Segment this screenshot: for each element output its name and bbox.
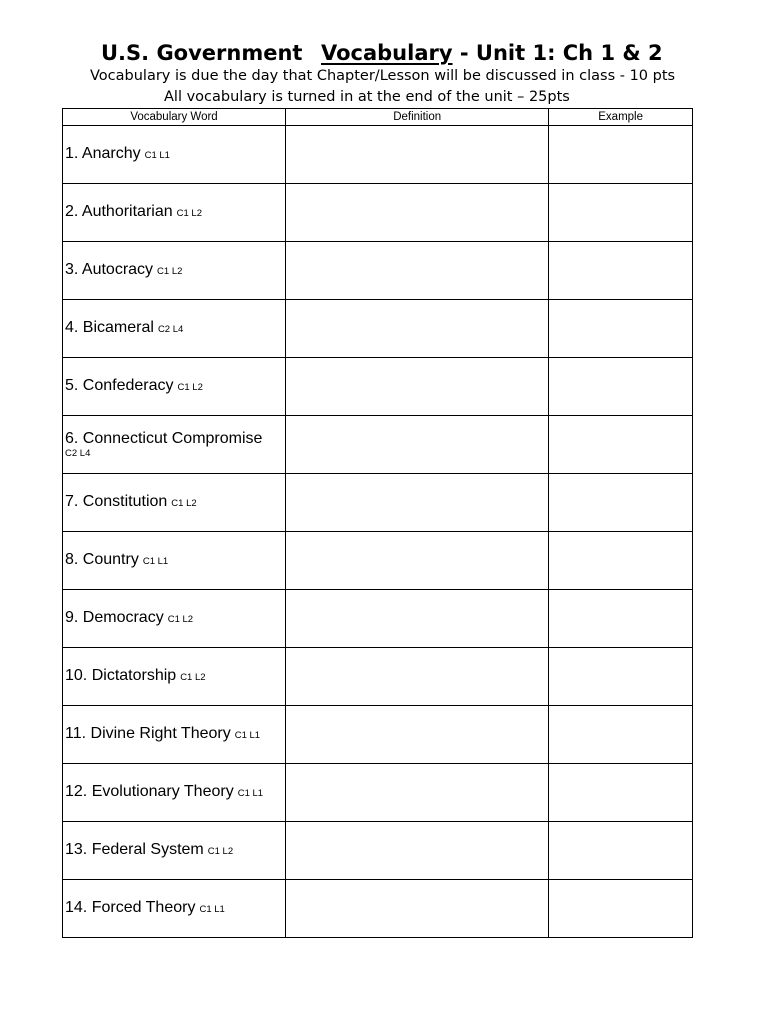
vocabulary-word: Evolutionary Theory: [91, 782, 234, 800]
vocabulary-word-cell: [63, 474, 286, 532]
word-number: 7.: [65, 492, 79, 510]
table-row: [63, 590, 693, 648]
vocabulary-word-cell: [63, 822, 286, 880]
unit-label: - Unit 1: Ch 1 & 2: [452, 41, 663, 65]
vocabulary-word: Bicameral: [82, 318, 154, 336]
vocabulary-word-cell: [63, 416, 286, 474]
vocabulary-word: Confederacy: [82, 376, 174, 394]
definition-cell[interactable]: [286, 184, 549, 242]
definition-cell[interactable]: [286, 822, 549, 880]
vocabulary-word: Democracy: [82, 608, 164, 626]
word-number: 4.: [65, 318, 79, 336]
vocabulary-word-cell: [63, 184, 286, 242]
word-number: 6.: [65, 430, 79, 447]
vocabulary-word: Constitution: [82, 492, 168, 510]
vocabulary-word-cell: [63, 532, 286, 590]
chapter-lesson-code: C1 L2: [207, 845, 234, 857]
vocabulary-word: Connecticut Compromise: [82, 430, 263, 447]
page-title: [0, 38, 768, 68]
chapter-lesson-code: C1 L2: [180, 671, 206, 683]
vocabulary-word: Divine Right Theory: [90, 724, 231, 742]
example-cell[interactable]: [549, 532, 693, 590]
word-number: 10.: [65, 666, 88, 684]
example-cell[interactable]: [549, 822, 693, 880]
definition-cell[interactable]: [286, 648, 549, 706]
word-number: 12.: [65, 782, 88, 800]
vocabulary-word-cell: [63, 648, 286, 706]
due-date-note: Vocabulary is due the day that Chapter/Lesson will be discussed in class - 10 pts: [90, 68, 676, 84]
turn-in-note: All vocabulary is turned in at the end of the unit – 25pts: [164, 89, 570, 105]
vocabulary-word-cell: [63, 764, 286, 822]
word-number: 1.: [65, 144, 79, 162]
example-cell[interactable]: [549, 706, 693, 764]
table-row: [63, 416, 693, 474]
word-number: 5.: [65, 376, 79, 394]
chapter-lesson-code: C1 L1: [237, 787, 264, 799]
definition-cell[interactable]: [286, 358, 549, 416]
table-header-row: [63, 109, 693, 126]
vocabulary-word: Autocracy: [81, 260, 154, 278]
definition-cell[interactable]: [286, 880, 549, 938]
table-row: [63, 126, 693, 184]
definition-cell[interactable]: [286, 706, 549, 764]
table-row: [63, 764, 693, 822]
vocabulary-word: Federal System: [91, 840, 204, 858]
word-number: 2.: [65, 202, 79, 220]
word-number: 14.: [65, 898, 88, 916]
example-cell[interactable]: [549, 358, 693, 416]
example-cell[interactable]: [549, 764, 693, 822]
vocabulary-word: Dictatorship: [91, 666, 177, 684]
vocabulary-word: Forced Theory: [91, 898, 196, 916]
chapter-lesson-code: C2 L4: [65, 448, 91, 459]
word-number: 8.: [65, 550, 79, 568]
definition-cell[interactable]: [286, 242, 549, 300]
chapter-lesson-code: C1 L2: [171, 497, 197, 509]
word-number: 11.: [65, 724, 87, 742]
vocabulary-word-cell: [63, 126, 286, 184]
example-cell[interactable]: [549, 416, 693, 474]
definition-cell[interactable]: [286, 474, 549, 532]
chapter-lesson-code: C2 L4: [157, 323, 184, 335]
vocabulary-word: Anarchy: [81, 144, 141, 162]
vocabulary-word-cell: [63, 590, 286, 648]
column-header-definition: Definition: [286, 109, 549, 126]
definition-cell[interactable]: [286, 416, 549, 474]
table-row: [63, 822, 693, 880]
word-number: 3.: [65, 260, 79, 278]
table-row: [63, 532, 693, 590]
course-title: U.S. Government: [101, 41, 303, 65]
word-number: 13.: [65, 840, 88, 858]
table-row: [63, 184, 693, 242]
chapter-lesson-code: C1 L1: [142, 555, 169, 567]
word-number: 9.: [65, 608, 79, 626]
table-row: [63, 474, 693, 532]
example-cell[interactable]: [549, 184, 693, 242]
vocabulary-word-cell: [63, 300, 286, 358]
chapter-lesson-code: C1 L2: [177, 381, 203, 393]
definition-cell[interactable]: [286, 590, 549, 648]
vocabulary-word-cell: [63, 242, 286, 300]
chapter-lesson-code: C1 L2: [167, 613, 194, 625]
vocabulary-word-cell: [63, 880, 286, 938]
table-row: [63, 242, 693, 300]
example-cell[interactable]: [549, 880, 693, 938]
example-cell[interactable]: [549, 300, 693, 358]
vocabulary-word-cell: [63, 706, 286, 764]
column-header-example: Example: [549, 109, 693, 126]
table-row: [63, 706, 693, 764]
vocabulary-heading: Vocabulary: [321, 41, 453, 65]
chapter-lesson-code: C1 L1: [234, 729, 261, 741]
vocabulary-word-cell: [63, 358, 286, 416]
definition-cell[interactable]: [286, 532, 549, 590]
chapter-lesson-code: C1 L1: [144, 149, 170, 161]
chapter-lesson-code: C1 L2: [176, 207, 202, 219]
example-cell[interactable]: [549, 126, 693, 184]
table-row: [63, 300, 693, 358]
chapter-lesson-code: C1 L2: [157, 265, 183, 277]
example-cell[interactable]: [549, 242, 693, 300]
vocabulary-table: [62, 108, 693, 938]
example-cell[interactable]: [549, 648, 693, 706]
definition-cell[interactable]: [286, 126, 549, 184]
table-row: [63, 358, 693, 416]
vocabulary-word: Country: [82, 550, 139, 568]
table-row: [63, 880, 693, 938]
column-header-vocabulary-word: Vocabulary Word: [63, 109, 286, 126]
example-cell[interactable]: [549, 474, 693, 532]
definition-cell[interactable]: [286, 300, 549, 358]
table-row: [63, 648, 693, 706]
vocabulary-word: Authoritarian: [81, 202, 173, 220]
example-cell[interactable]: [549, 590, 693, 648]
chapter-lesson-code: C1 L1: [199, 903, 225, 915]
unit-title: [321, 38, 663, 68]
definition-cell[interactable]: [286, 764, 549, 822]
